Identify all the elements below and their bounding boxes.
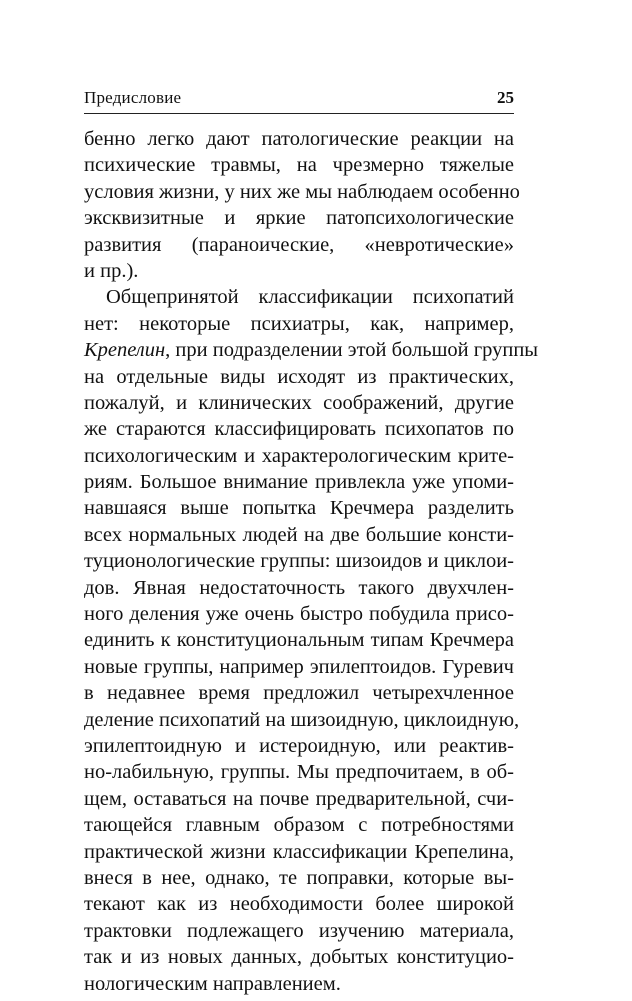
text-line: ного деления уже очень быстро побудила присо-	[84, 603, 514, 626]
text-line: в недавнее время предложил четырехчленное	[84, 682, 514, 705]
text-line: деление психопатий на шизоидную, циклоидную,	[84, 708, 520, 731]
text-line: психологическим и характерологическим крите-	[84, 444, 514, 467]
text-line: туционологические группы: шизоидов и циклои-	[84, 550, 514, 573]
text-line: развития (параноические, «невротические»	[84, 233, 514, 256]
text-line: психические травмы, на чрезмерно тяжелые	[84, 154, 514, 177]
text-line: нет: некоторые психиатры, как, например,	[84, 312, 514, 335]
text-line: же стараются классифицировать психопатов по	[84, 418, 514, 441]
text-line: новые группы, например эпилептоидов. Гуревич	[84, 655, 514, 678]
author-name-kraepelin: Крепелин	[84, 339, 166, 362]
text-line: риям. Большое внимание привлекла уже упоми-	[84, 471, 514, 494]
page-number: 25	[497, 88, 514, 107]
text-line: навшаяся выше попытка Кречмера разделить	[84, 497, 514, 520]
text-line: пожалуй, и клинических соображений, другие	[84, 391, 514, 414]
running-head	[84, 88, 514, 112]
section-title: Предисловие	[84, 88, 182, 107]
text-line: эпилептоидную и истероидную, или реактив-	[84, 734, 514, 757]
text-line: эксквизитные и яркие патопсихологические	[84, 207, 514, 230]
text-line: всех нормальных людей на две большие консти-	[84, 523, 514, 546]
text-line: трактовки подлежащего изучению материала,	[84, 919, 514, 942]
paragraph-start-line: Общепринятой классификации психопатий	[106, 286, 514, 309]
text-line: практической жизни классификации Крепелина,	[84, 840, 514, 863]
text-line: дов. Явная недостаточность такого двухчлен-	[84, 576, 514, 599]
text-line-with-author	[84, 337, 539, 363]
text-line: щем, оставаться на почве предварительной, счи-	[84, 787, 514, 810]
text-line: единить к конституциональным типам Кречмера	[84, 629, 514, 652]
text-line: тающейся главным образом с потребностями	[84, 814, 514, 837]
text-line: на отдельные виды исходят из практических,	[84, 365, 514, 388]
text-line: бенно легко дают патологические реакции на	[84, 128, 514, 150]
text-line: условия жизни, у них же мы наблюдаем особенно	[84, 180, 520, 203]
header-rule	[84, 113, 514, 114]
paragraph-end-line: нологическим направлением.	[84, 972, 341, 995]
text-line: и пр.).	[84, 259, 139, 282]
text-fragment: , при подразделении этой большой группы	[165, 339, 539, 362]
text-line: внеся в нее, однако, те поправки, которые вы-	[84, 866, 514, 889]
text-line: текают как из необходимости более широкой	[84, 893, 514, 916]
text-line: так и из новых данных, добытых конституцио-	[84, 946, 514, 969]
body-text	[84, 126, 539, 997]
text-line: но-лабильную, группы. Мы предпочитаем, в об-	[84, 761, 514, 784]
